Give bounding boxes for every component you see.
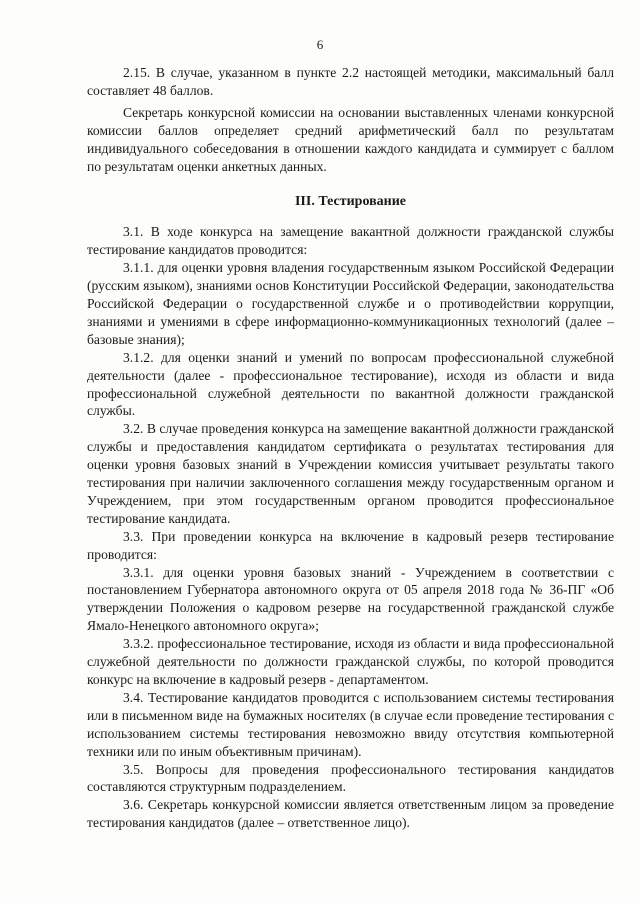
section-heading-testing: III. Тестирование (294, 194, 407, 210)
page-number: 6 (316, 37, 324, 52)
paragraph-3-2: 3.2. В случае проведения конкурса на замещение вакантной должности гражданской службы и предоставления кандидатом сертификата о результатах тестирования для оценки уровня базовых знаний в Учреждении комиссия учитывает результаты такого тестирования при наличии заключенного соглашения между государственным органом и Учреждением, при этом государственным органом проводится профессиональное тестирование кандидата. (87, 421, 614, 526)
paragraph-3-3-2: 3.3.2. профессиональное тестирование, исходя из области и вида профессиональной служебной деятельности по должности гражданской службы, по которой проводится конкурс на включение в кадровый резерв - департаментом. (87, 636, 614, 687)
paragraph-3-6: 3.6. Секретарь конкурсной комиссии является ответственным лицом за проведение тестирования кандидатов (далее – ответственное лицо). (87, 797, 614, 831)
paragraph-3-3: 3.3. При проведении конкурса на включение в кадровый резерв тестирование проводится: (87, 528, 614, 562)
paragraph-3-3-1: 3.3.1. для оценки уровня базовых знаний - Учреждением в соответствии с постановлением Губернатора автономного округа от 05 апреля 2018 года № 36-ПГ «Об утверждении Положения о кадровом резерве на государственной гражданской службе Ямало-Ненецкого автономного округа»; (87, 564, 614, 634)
paragraph-2-15: 2.15. В случае, указанном в пункте 2.2 настоящей методики, максимальный балл составляет 48 баллов. (87, 65, 614, 98)
document-body (87, 64, 614, 832)
paragraph-3-1: 3.1. В ходе конкурса на замещение вакантной должности гражданской службы тестирование кандидатов проводится: (87, 224, 614, 258)
paragraph-3-1-1: 3.1.1. для оценки уровня владения государственным языком Российской Федерации (русским языком), знаниями основ Конституции Российской Федерации, законодательства Российской Федерации о государственной службе и о противодействии коррупции, знаниями и умениями в сфере информационно-коммуникационных технологий (далее – базовые знания); (87, 260, 614, 347)
paragraph-3-5: 3.5. Вопросы для проведения профессионального тестирования кандидатов составляются структурным подразделением. (87, 761, 614, 795)
paragraph-3-1-2: 3.1.2. для оценки знаний и умений по вопросам профессиональной служебной деятельности (далее - профессиональное тестирование), исходя из области и вида профессиональной служебной деятельности по вакантной должности гражданской службы. (87, 349, 614, 419)
paragraph-3-4: 3.4. Тестирование кандидатов проводится с использованием системы тестирования или в письменном виде на бумажных носителях (в случае если проведение тестирования с использованием системы тестирования невозможно ввиду отсутствия компьютерной техники или по иным объективным причинам). (87, 689, 614, 759)
paragraph-secretary-scoring: Секретарь конкурсной комиссии на основании выставленных членами конкурсной комиссии баллов определяет средний арифметический балл по результатам индивидуального собеседования в отношении каждого кандидата и суммирует с баллом по результатам оценки анкетных данных. (87, 104, 614, 174)
